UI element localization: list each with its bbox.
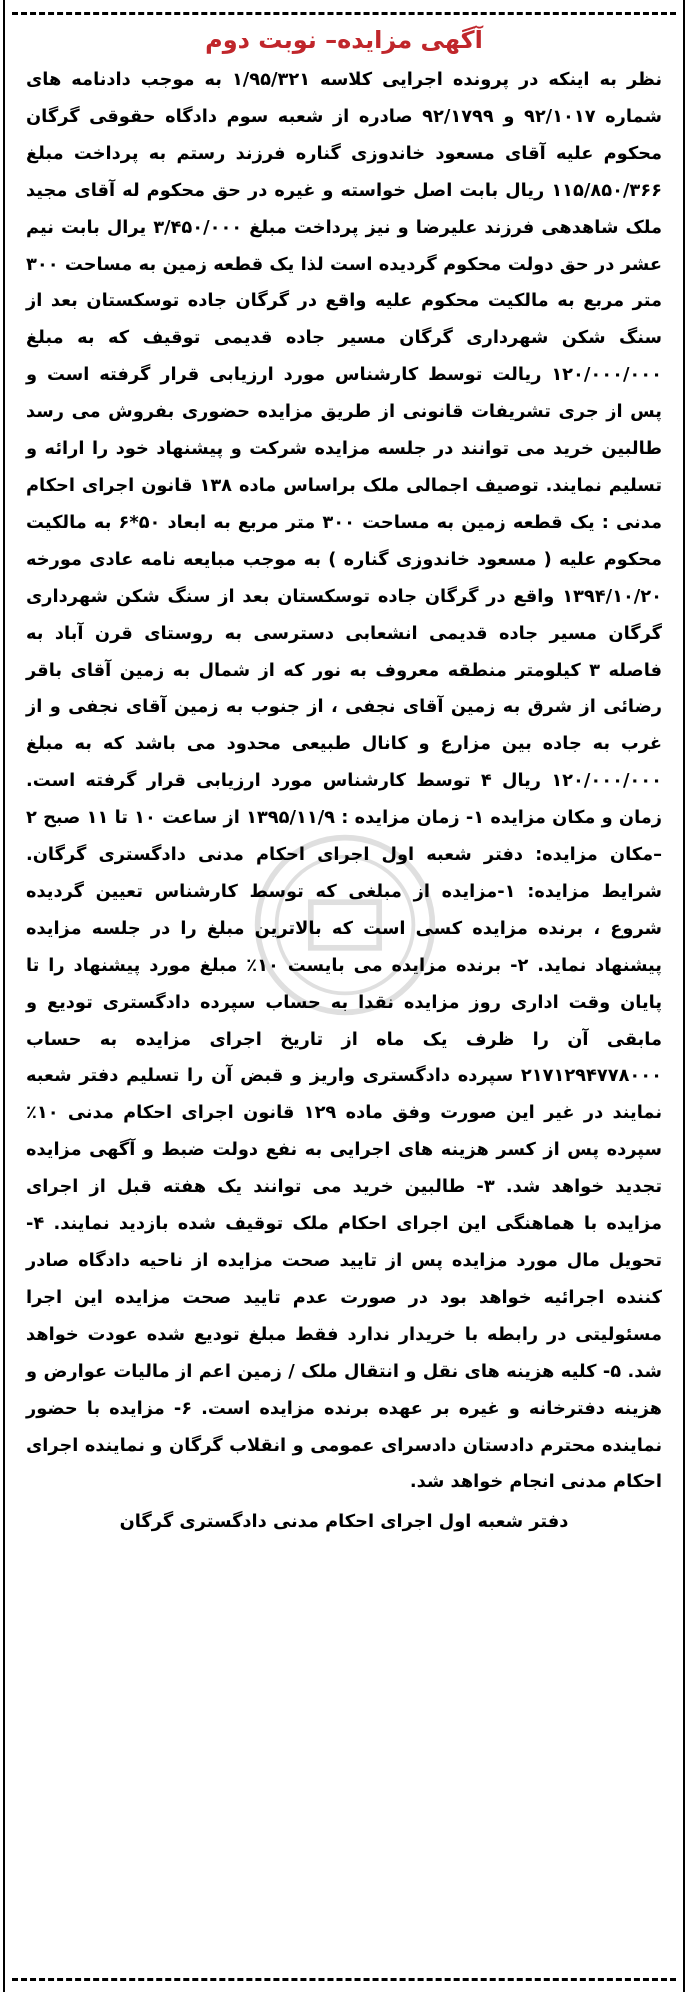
- notice-signature: دفتر شعبه اول اجرای احکام مدنی دادگستری گرگان: [119, 1511, 569, 1533]
- left-border-line: [3, 0, 5, 1992]
- right-border-line: [683, 0, 685, 1992]
- top-dashed-divider: [12, 12, 676, 15]
- auction-notice: [26, 22, 662, 1540]
- bottom-dashed-divider: [12, 1978, 676, 1981]
- notice-body: نظر به اینکه در پرونده اجرایی کلاسه ۱/۹۵/۳۲۱ به موجب دادنامه های شماره ۹۲/۱۰۱۷ و ۹۲/۱۷۹۹ صادره از شعبه سوم دادگاه حقوقی گرگان محکوم علیه آقای مسعود خاندوزی گناره فرزند رستم به پرداخت مبلغ ۱۱۵/۸۵۰/۳۶۶ ریال بابت اصل خواسته و غیره در حق محکوم له آقای مجید ملک شاهدهی فرزند علیرضا و نیز پرداخت مبلغ ۳/۴۵۰/۰۰۰ یرال بابت نیم عشر در حق دولت محکوم گردیده است لذا یک قطعه زمین به مساحت ۳۰۰ متر مربع به مالکیت محکوم علیه واقع در گرگان جاده توسکستان بعد از سنگ شکن شهرداری گرگان مسیر جاده قدیمی توقیف که به مبلغ ۱۲۰/۰۰۰/۰۰۰ ریالت توسط کارشناس مورد ارزیابی قرار گرفته است و پس از جری تشریفات قانونی از طریق مزایده حضوری بفروش می رسد طالبین خرید می توانند در جلسه مزایده شرکت و پیشنهاد خود را ارائه و تسلیم نمایند. توصیف اجمالی ملک براساس ماده ۱۳۸ قانون اجرای احکام مدنی : یک قطعه زمین به مساحت ۳۰۰ متر مربع به ابعاد ۵۰*۶ به مالکیت محکوم علیه ( مسعود خاندوزی گناره ) به موجب مبایعه نامه عادی مورخه ۱۳۹۴/۱۰/۲۰ واقع در گرگان جاده توسکستان بعد از سنگ شکن شهرداری گرگان مسیر جاده قدیمی انشعابی دسترسی به روستای قرن آباد به فاصله ۳ کیلومتر منطقه معروف به نور که از شمال به زمین آقای باقر رضائی از شرق به زمین آقای نجفی ، از جنوب به زمین آقای نجفی و از غرب به جاده بین مزارع و کانال طبیعی محدود می باشد که به مبلغ ۱۲۰/۰۰۰/۰۰۰ ریال ۴ توسط کارشناس مورد ارزیابی قرار گرفته است. زمان و مکان مزایده ۱- زمان مزایده : ۱۳۹۵/۱۱/۹ از ساعت ۱۰ تا ۱۱ صبح ۲ –مکان مزایده: دفتر شعبه اول اجرای احکام مدنی دادگستری گرگان. شرایط مزایده: ۱-مزایده از مبلغی که توسط کارشناس تعیین گردیده شروع ، برنده مزایده کسی است که بالاترین مبلغ را در جلسه مزایده پیشنهاد نماید. ۲- برنده مزایده می بایست ۱۰٪ مبلغ مورد پیشنهاد را تا پایان وقت اداری روز مزایده نقدا به حساب سپرده دادگستری تودیع و مابقی آن را ظرف یک ماه از تاریخ اجرای مزایده به حساب ۲۱۷۱۲۹۴۷۷۸۰۰۰ سپرده دادگستری واریز و قبض آن را تسلیم دفتر شعبه نمایند در غیر این صورت وفق ماده ۱۲۹ قانون اجرای احکام مدنی ۱۰٪ سپرده پس از کسر هزینه های اجرایی به نفع دولت ضبط و آگهی مزایده تجدید خواهد شد. ۳- طالبین خرید می توانند یک هفته قبل از اجرای مزایده با هماهنگی این اجرای احکام ملک توقیف شده بازدید نمایند. ۴- تحویل مال مورد مزایده پس از تایید صحت مزایده از ناحیه دادگاه صادر کننده اجرائیه خواهد بود در صورت عدم تایید صحت مزایده این اجرا مسئولیتی در رابطه با خریدار ندارد فقط مبلغ تودیع شده عودت خواهد شد. ۵- کلیه هزینه های نقل و انتقال ملک / زمین اعم از مالیات عوارض و هزینه دفترخانه و غیره بر عهده برنده مزایده است. ۶- مزایده با حضور نماینده محترم دادستان دادسرای عمومی و انقلاب گرگان و نماینده اجرای احکام مدنی انجام خواهد شد.: [26, 69, 663, 1493]
- notice-title: آگهی مزایده– نوبت دوم: [205, 26, 483, 54]
